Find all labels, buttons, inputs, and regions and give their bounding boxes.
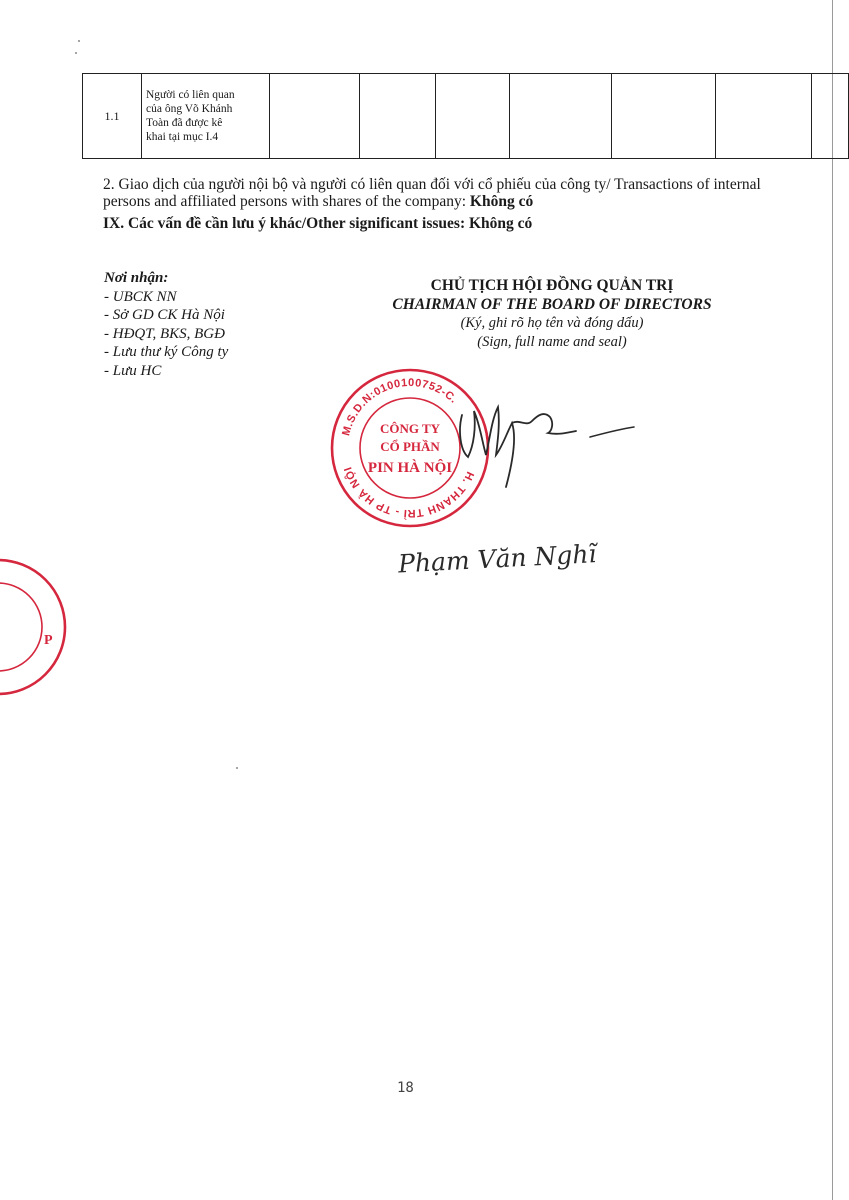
signature-block xyxy=(372,276,732,352)
name-line: của ông Võ Khánh xyxy=(146,103,233,115)
section-2-answer: Không có xyxy=(469,193,534,210)
row-number-cell: 1.1 xyxy=(83,74,142,159)
empty-cell xyxy=(360,74,436,159)
transactions-table xyxy=(82,73,849,159)
recipients-heading: Nơi nhận: xyxy=(104,270,169,286)
recipient-item: - Sở GD CK Hà Nội xyxy=(104,307,225,323)
signature-icon xyxy=(440,375,660,505)
seal-ring-bottom: H. THANH TRÌ - TP HÀ NỘI xyxy=(342,464,476,520)
row-name-cell xyxy=(142,74,270,159)
seal-line-2: CỔ PHẦN xyxy=(380,439,440,454)
chairman-title-vi: CHỦ TỊCH HỘI ĐỒNG QUẢN TRỊ xyxy=(430,277,674,294)
seal-line-3: PIN HÀ NỘI xyxy=(367,460,453,476)
empty-cell xyxy=(812,74,849,159)
name-line: Người có liên quan xyxy=(146,89,235,101)
scan-speck xyxy=(78,40,80,42)
recipient-item: - Lưu thư ký Công ty xyxy=(104,344,229,360)
page-number: 18 xyxy=(397,1080,414,1096)
empty-cell xyxy=(510,74,612,159)
section-9-heading: IX. Các vấn đề cần lưu ý khác/Other significant issues: Không có xyxy=(103,215,533,232)
scan-speck xyxy=(236,767,238,769)
table-row xyxy=(83,74,849,159)
svg-text:P: P xyxy=(44,633,53,648)
scan-speck xyxy=(75,52,77,54)
chairman-title-en: CHAIRMAN OF THE BOARD OF DIRECTORS xyxy=(392,296,712,313)
name-line: khai tại mục I.4 xyxy=(146,131,219,143)
section-2-text: 2. Giao dịch của người nội bộ và người có liên quan đối với cổ phiếu của công ty/ Transactions of internal persons and affiliated persons with shares of the company: xyxy=(103,176,761,210)
recipient-item: - Lưu HC xyxy=(104,362,162,379)
empty-cell xyxy=(436,74,510,159)
name-line: Toàn đã được kê xyxy=(146,117,223,129)
handwritten-name-icon xyxy=(392,518,652,598)
seal-line-1: CÔNG TY xyxy=(379,421,441,436)
empty-cell xyxy=(270,74,360,159)
recipient-item: - HĐQT, BKS, BGĐ xyxy=(104,325,225,342)
empty-cell xyxy=(716,74,812,159)
page-edge-line xyxy=(832,0,833,1200)
seal-ring-top: M.S.D.N:0100100752-C. xyxy=(340,376,460,438)
recipient-item: - UBCK NN xyxy=(104,288,177,305)
sign-note-vi: (Ký, ghi rõ họ tên và đóng dấu) xyxy=(460,315,644,331)
handwritten-name: Phạm Văn Nghĩ xyxy=(397,539,598,579)
sign-note-en: (Sign, full name and seal) xyxy=(477,334,627,350)
section-2-paragraph xyxy=(103,176,763,210)
empty-cell xyxy=(612,74,716,159)
recipients-block xyxy=(104,269,228,380)
partial-seal-icon xyxy=(0,558,70,696)
